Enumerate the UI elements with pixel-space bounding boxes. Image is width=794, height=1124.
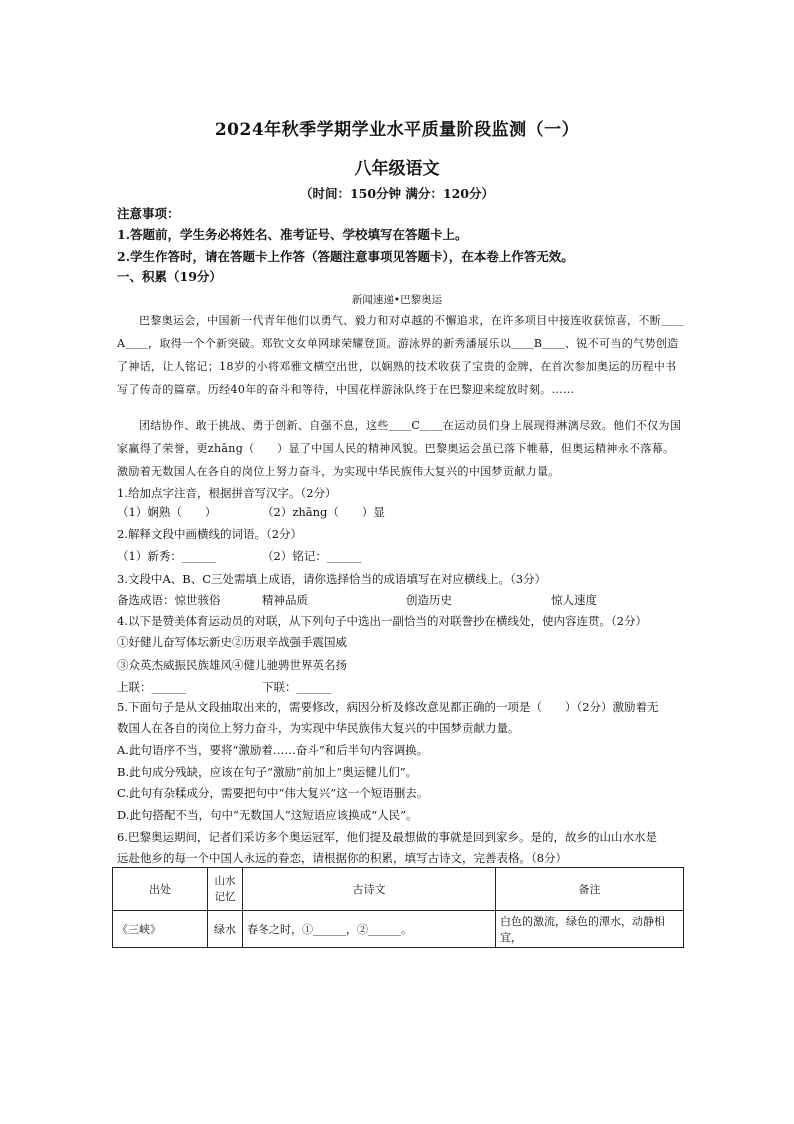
question-1-part-2: （2）zhāng（ ）显 [262,505,385,519]
table-header-cell: 山水记忆 [208,868,243,911]
table-cell: 《三峡》 [113,911,208,948]
question-1-part-1: （1）娴熟（ ） [117,505,217,519]
question-3-option: 精神品质 [262,593,308,607]
question-4: 4.以下是赞美体育运动员的对联，从下列句子中选出一副恰当的对联誊抄在横线处，使内容连贯。（2分） [117,614,648,628]
question-5-option-a: A.此句语序不当，要将“激励着……奋斗”和后半句内容调换。 [117,743,429,757]
notice-item-2: 2.学生作答时，请在答题卡上作答（答题注意事项见答题卡），在本卷上作答无效。 [117,249,574,264]
question-5: 5.下面句子是从文段抽取出来的，需要修改，病因分析及修改意见都正确的一项是（ ）（2分）激励着无 [117,700,659,714]
table-row [113,911,684,948]
question-2-part-2: （2）铭记：______ [262,549,362,563]
passage-title: 新闻速递•巴黎奥运 [351,294,443,306]
question-3-option: 备选成语：惊世骇俗 [117,593,221,607]
notice-item-1: 1.答题前，学生务必将姓名、准考证号、学校填写在答题卡上。 [117,227,468,242]
question-1: 1.给加点字注音，根据拼音写汉字。（2分） [117,486,337,500]
question-3: 3.文段中A、B、C三处需填上成语，请你选择恰当的成语填写在对应横线上。（3分） [117,572,547,586]
table-cell: 春冬之时，①______，②______。 [243,911,496,948]
question-2-part-1: （1）新秀：______ [117,549,217,563]
question-6: 6.巴黎奥运期间，记者们采访多个奥运冠军，他们提及最想做的事就是回到家乡。是的，故乡的山山水水是 [117,830,657,844]
question-5-option-c: C.此句有杂糅成分，需要把句中“伟大复兴”这一个短语删去。 [117,786,429,800]
table-cell: 白色的激流，绿色的潭水，动静相宜， [496,911,684,948]
question-4-options: ③众英杰威振民族雄风④健儿驰骋世界英名扬 [117,658,347,672]
section-heading: 一、积累（19分） [117,269,222,284]
question-3-option: 创造历史 [406,593,452,607]
question-6: 远赴他乡的每一个中国人永远的眷恋，请根据你的积累，填写古诗文，完善表格。（8分） [117,851,568,865]
table-cell: 绿水 [208,911,243,948]
question-5-option-b: B.此句成分残缺，应该在句子“激励”前加上“奥运健儿们”。 [117,765,418,779]
table-header-cell: 古诗文 [243,868,496,911]
exam-subject: 八年级语文 [354,159,440,179]
exam-title: 2024年秋季学期学业水平质量阶段监测（一） [214,120,580,140]
passage-paragraph: 团结协作、敢于挑战、勇于创新、自强不息，这些＿＿C＿＿在运动员们身上展现得淋漓尽致。他们不仅为国家赢得了荣誉，更zhāng（ ）显了中国人民的精神风貌。巴黎奥运会虽已落下帷幕，但奥运精神永不落幕。激励着无数国人在各自的岗位上努力奋斗，为实现中华民族伟大复兴的中国梦贡献力量。 [117,419,682,478]
poetry-table [112,867,684,948]
question-2: 2.解释文段中画横线的词语。（2分） [117,527,303,541]
question-4-lower: 下联：______ [262,680,331,694]
question-4-upper: 上联：______ [117,680,186,694]
question-4-options: ①好健儿奋写体坛新史②历艰辛战强手震国威 [117,635,347,649]
table-header-cell: 出处 [113,868,208,911]
question-5-option-d: D.此句搭配不当，句中“无数国人”这短语应该换成“人民”。 [117,808,418,822]
exam-time-info: （时间：150分钟 满分：120分） [299,186,495,201]
passage-paragraph: 巴黎奥运会，中国新一代青年他们以勇气、毅力和对卓越的不懈追求，在许多项目中接连收获惊喜，不断＿＿A＿＿，取得一个个新突破。郑钦文女单网球荣耀登顶。游泳界的新秀潘展乐以＿＿B＿＿、锐不可当的气势创造了神话，让人铭记；18岁的小将邓雅文横空出世，以娴熟的技术收获了宝贵的金牌，在首次参加奥运的历程中书写了传奇的篇章。历经40年的奋斗和等待，中国花样游泳队终于在巴黎迎来绽放时刻。…… [117,314,684,396]
notice-heading: 注意事项： [117,206,180,221]
table-header-row [113,868,684,911]
question-5: 数国人在各自的岗位上努力奋斗，为实现中华民族伟大复兴的中国梦贡献力量。 [117,721,520,735]
table-header-cell: 备注 [496,868,684,911]
question-3-option: 惊人速度 [551,593,597,607]
